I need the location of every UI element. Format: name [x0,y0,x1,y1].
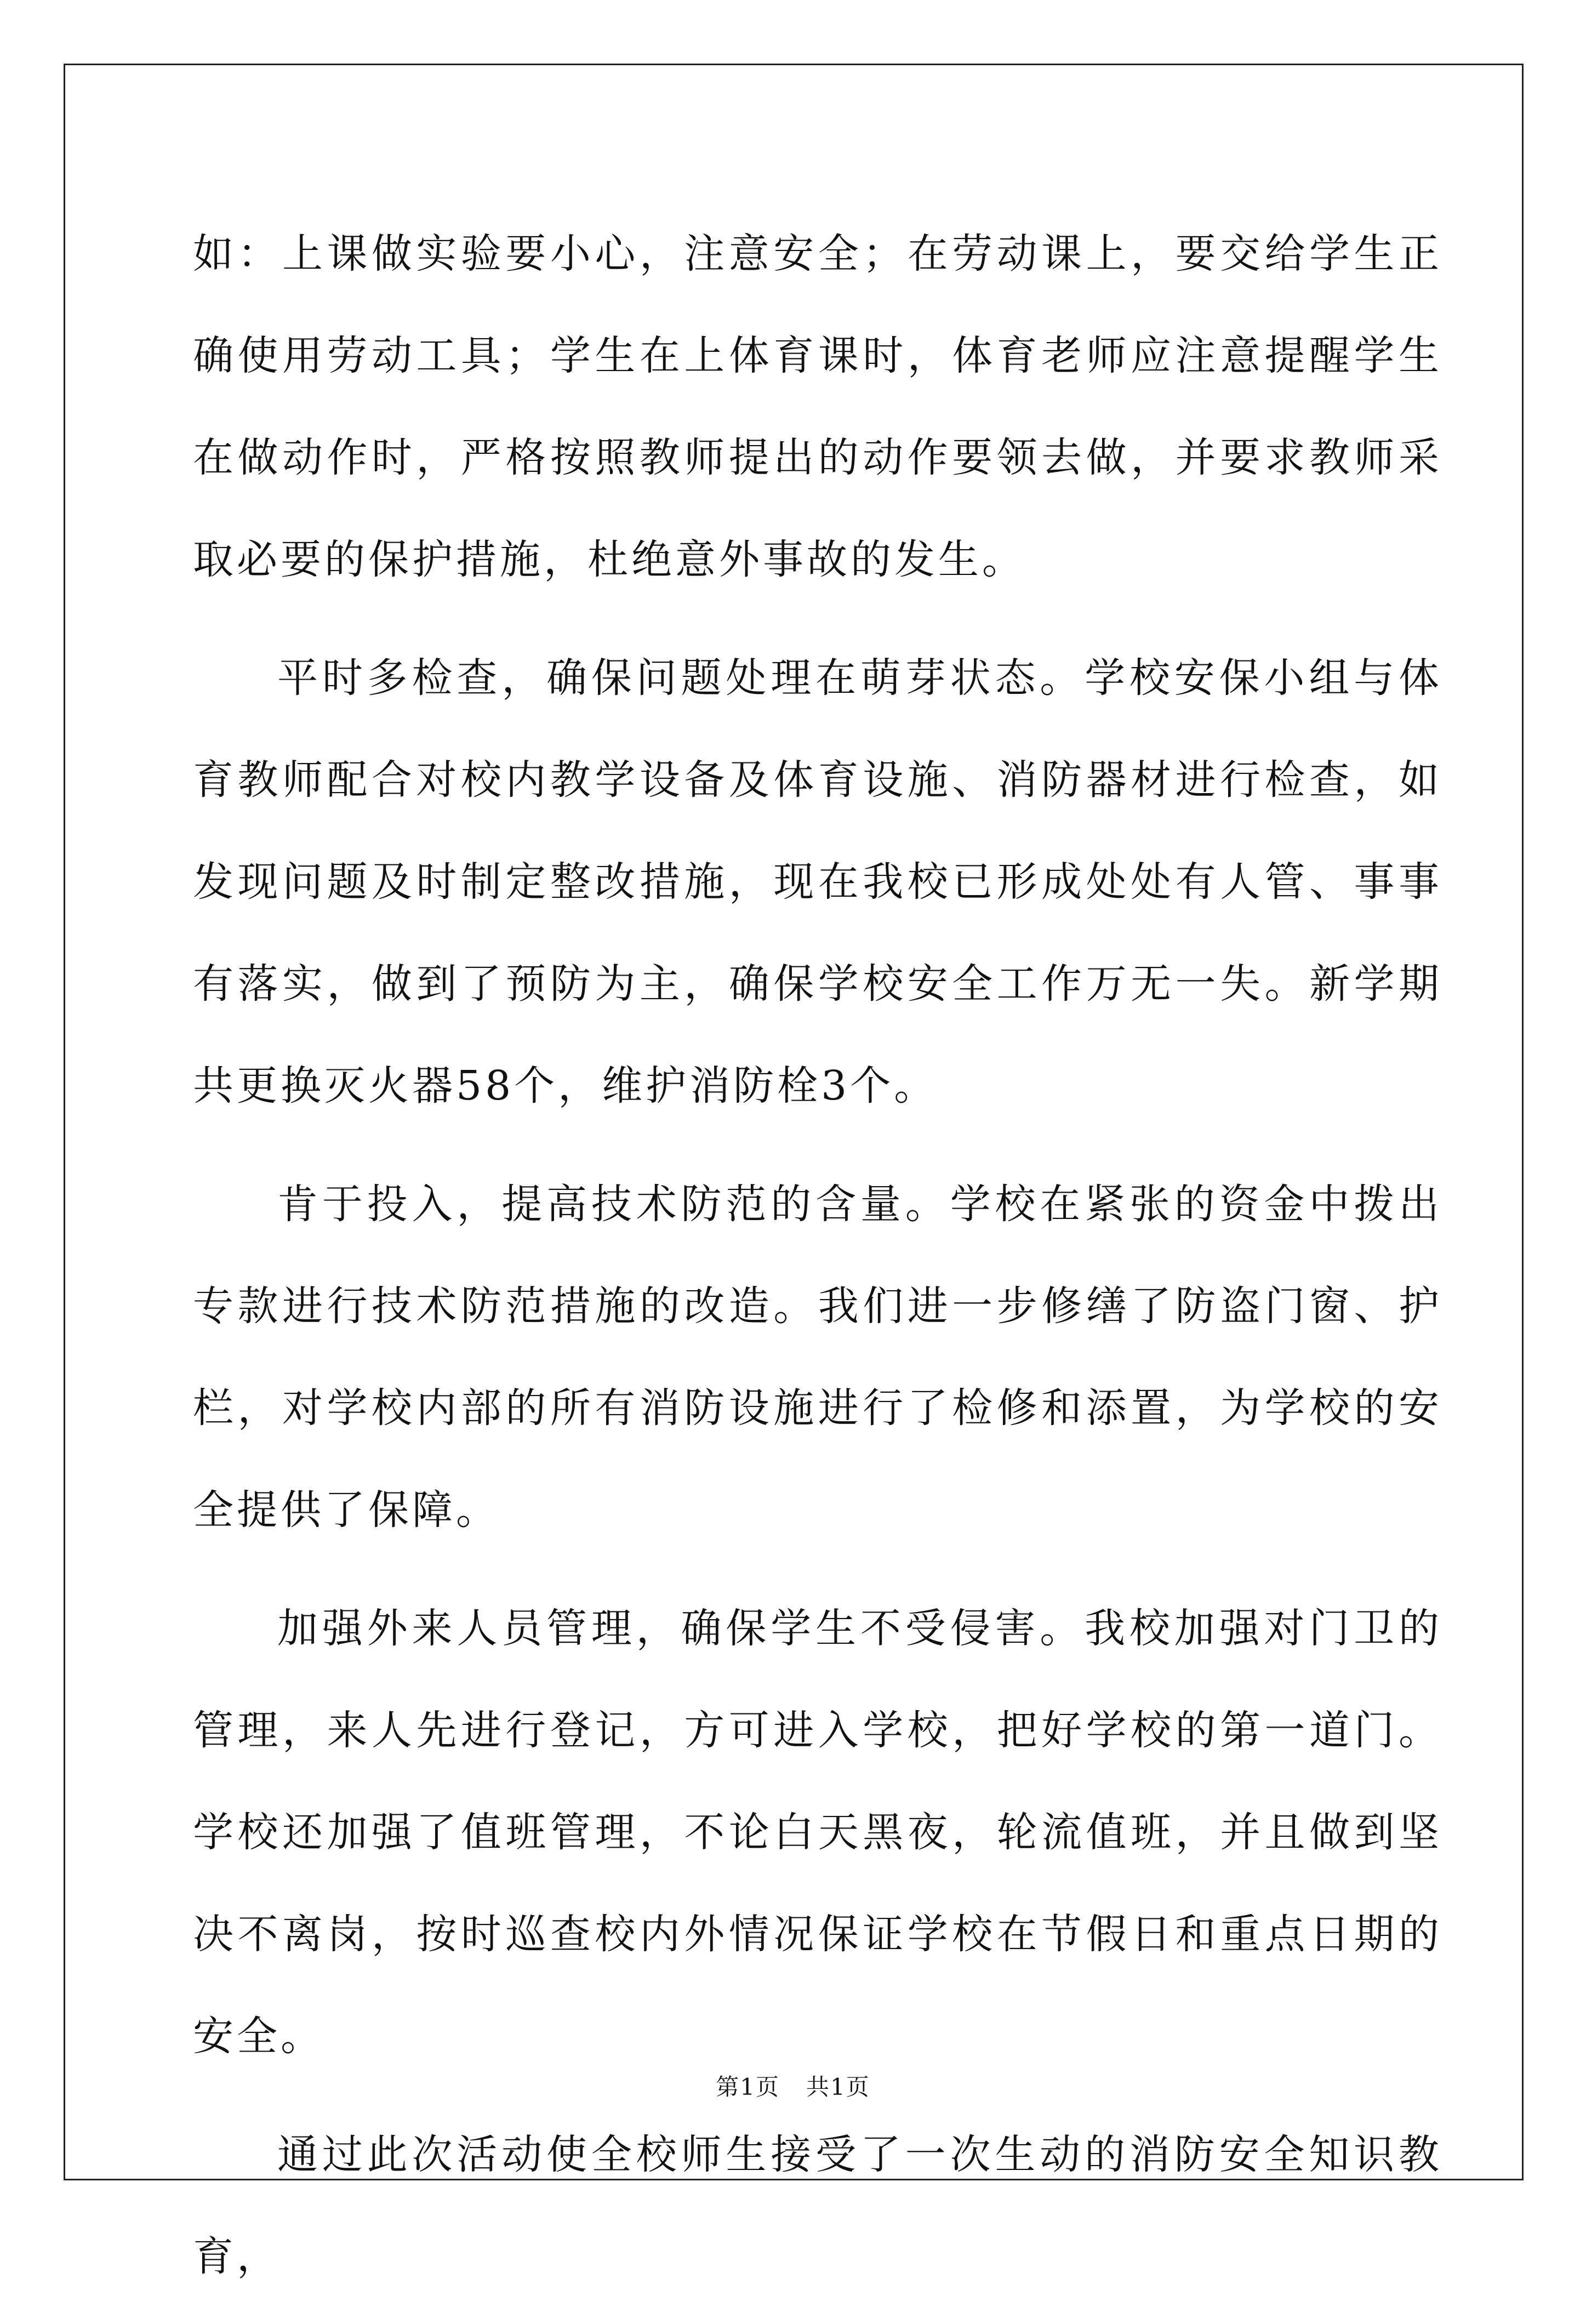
paragraph: 如：上课做实验要小心，注意安全；在劳动课上，要交给学生正确使用劳动工具；学生在上体育课时，体育老师应注意提醒学生在做动作时，严格按照教师提出的动作要领去做，并要求教师采取必要的保护措施，杜绝意外事故的发生。 [193,230,1442,583]
paragraph: 通过此次活动使全校师生接受了一次生动的消防安全知识教育， [193,2131,1442,2280]
paragraph: 平时多检查，确保问题处理在萌芽状态。学校安保小组与体育教师配合对校内教学设备及体育设施、消防器材进行检查，如发现问题及时制定整改措施，现在我校已形成处处有人管、事事有落实，做到了预防为主，确保学校安全工作万无一失。新学期共更换灭火器58个，维护消防栓3个。 [193,654,1442,1109]
paragraph: 加强外来人员管理，确保学生不受侵害。我校加强对门卫的管理，来人先进行登记，方可进入学校，把好学校的第一道门。学校还加强了值班管理，不论白天黑夜，轮流值班，并且做到坚决不离岗，按时巡查校内外情况保证学校在节假日和重点日期的安全。 [193,1605,1442,2060]
page-number-current: 第1页 [716,2074,780,2100]
page-footer [0,2071,1586,2104]
document-body [193,203,1442,2324]
paragraph: 肯于投入，提高技术防范的含量。学校在紧张的资金中拨出专款进行技术防范措施的改造。我们进一步修缮了防盗门窗、护栏，对学校内部的所有消防设施进行了检修和添置，为学校的安全提供了保障。 [193,1181,1442,1534]
page-number-total: 共1页 [806,2074,870,2100]
